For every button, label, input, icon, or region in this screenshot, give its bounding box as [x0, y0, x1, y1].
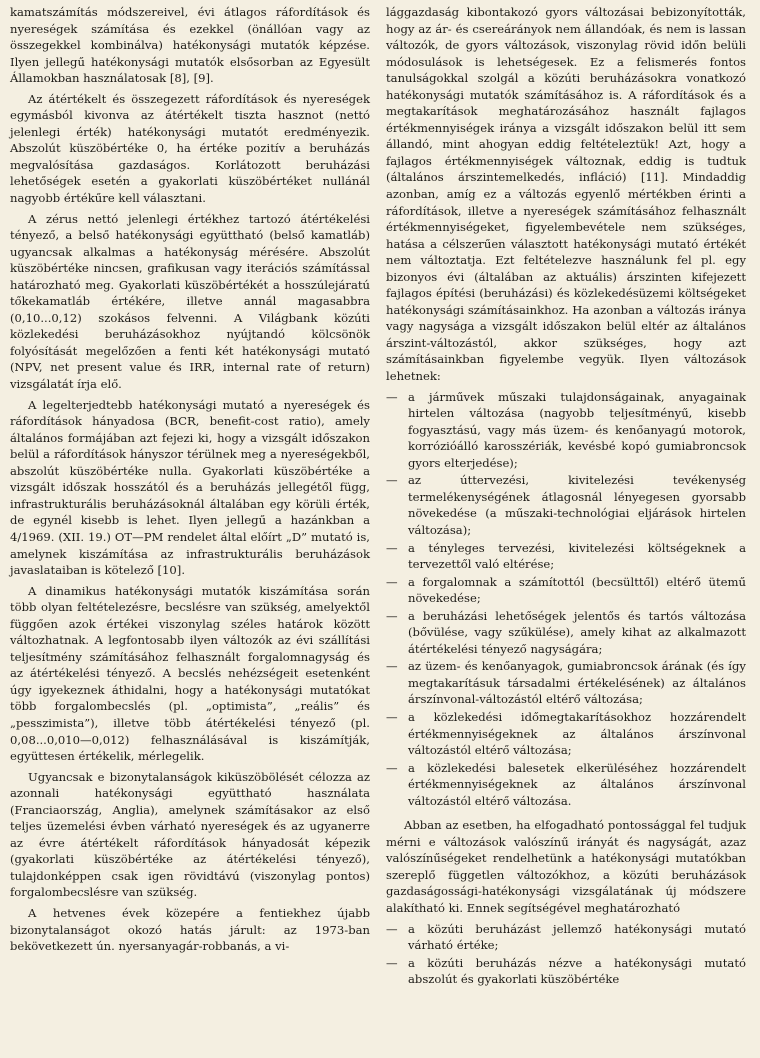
list-item: — a közlekedési balesetek elkerüléséhez hozzárendelt értékmennyiségeknek az általános árszínvonal változástól eltérő változása.	[386, 760, 746, 810]
paragraph: kamatszámítás módszereivel, évi átlagos ráfordítások és nyereségek számítása és ezekkel (önállóan vagy az összegekkel kombinálva) hatékonysági mutatók képzése. Ilyen jellegű hatékonysági mutatók elsősorban az Egyesült Államokban használatosak [8], [9].	[10, 5, 370, 86]
list-item: — az úttervezési, kivitelezési tevékenység termelékenységének átlagosnál lényegesen gyorsabb növekedése (a műszaki-technológiai eljárások hirtelen változása);	[386, 472, 746, 538]
paragraph: Ugyancsak e bizonytalanságok kiküszöbölését célozza az azonnali hatékonysági együttható használata (Franciaország, Anglia), amelynek számításakor az első teljes üzemelési évben várható nyereségek és az ugyanerre az évre átértékelt ráfordítások hányadosát képezik (gyakorlati küszöbértéke az átértékelési tényező), tulajdonképpen csak igen rövidtávú (viszonylag pontos) forgalombecslésre van szükség.	[10, 769, 370, 900]
right-column	[386, 4, 746, 1058]
left-column	[10, 4, 370, 1058]
list-item: — a tényleges tervezési, kivitelezési költségeknek a tervezettől való eltérése;	[386, 540, 746, 573]
paragraph: lággazdaság kibontakozó gyors változásai bebizonyították, hogy az ár- és csereárányok nem állandóak, és nem is lassan változók, de gyors változások, viszonylag rövid időn belüli módosulások is lehetségesek. Ez a felismerés fontos tanulságokkal szolgál a közúti beruházásokra vonatkozó hatékonysági mutatók számításához is. A ráfordítások és a megtakarítások meghatározásához használt fajlagos értékmennyiségek iránya a vizsgált időszakon belül itt sem állandó, mint ahogyan eddig feltételeztük! Azt, hogy a fajlagos értékmennyiségek változnak, eddig is tudtuk (általános árszintemelkedés, infláció) [11]. Mindaddig azonban, amíg ez a változás egyenlő mértékben érinti a ráfordítások, illetve a nyereségek számításához felhasznált értékmennyiségeket, figyelembevétele nem szükséges, hatása a célszerűen választott hatékonysági mutató értékét nem változtatja. Ezt feltételezve használunk fel pl. egy bizonyos évi (általában az aktuális) árszinten kifejezett fajlagos építési (beruházási) és közlekedésüzemi költségeket hatékonysági számításainkhoz. Ha azonban a változás iránya vagy nagysága a vizsgált időszakon belül eltér az általános árszint-változástól, akkor szükséges, hogy azt számításainkban figyelembe vegyük. Ilyen változások lehetnek:	[386, 5, 746, 384]
list-item: — a közúti beruházás nézve a hatékonysági mutató abszolút és gyakorlati küszöbértéke	[386, 955, 746, 988]
dash-list	[386, 389, 746, 810]
dash-list	[386, 921, 746, 988]
list-item: — a forgalomnak a számítottól (becsülttől) eltérő ütemű növekedése;	[386, 574, 746, 607]
list-item: — a járművek műszaki tulajdonságainak, anyagainak hirtelen változása (nagyobb teljesítményű, kisebb fogyasztású, vagy más üzem- és kenőanyagú motorok, korrózióálló karosszériák, kevésbé kopó gumiabroncsok gyors elterjedése);	[386, 389, 746, 472]
paragraph: A zérus nettó jelenlegi értékhez tartozó átértékelési tényező, a belső hatékonysági együttható (belső kamatláb) ugyancsak alkalmas a hatékonyság mérésére. Abszolút küszöbértéke nincsen, grafikusan vagy iterációs számítással határozható meg. Gyakorlati küszöbértékét a hosszúlejáratú tőkekamatláb értékére, illetve annál magasabbra (0,10...0,12) szokásos felvenni. A Világbank közúti közlekedési beruházásokhoz nyújtandó kölcsönök folyósítását megelőzően a fenti két hatékonysági mutató (NPV, net present value és IRR, internal rate of return) vizsgálatát írja elő.	[10, 211, 370, 392]
list-item: — az üzem- és kenőanyagok, gumiabroncsok árának (és így megtakarításuk társadalmi értékelésének) az általános árszínvonal-változástól eltérő változása;	[386, 658, 746, 708]
paragraph: A hetvenes évek közepére a fentiekhez újabb bizonytalanságot okozó hatás járult: az 1973-ban bekövetkezett ún. nyersanyagár-robbanás, a vi-	[10, 905, 370, 954]
paragraph: A legelterjedtebb hatékonysági mutató a nyereségek és ráfordítások hányadosa (BCR, benefit-cost ratio), amely általános formájában azt fejezi ki, hogy a vizsgált időszakon belül a ráfordítások hányszor térülnek meg a nyereségekből, abszolút küszöbértéke nulla. Gyakorlati küszöbértéke a vizsgált időszak hosszától és a beruházás jellegétől függ, infrastrukturális beruházásoknál általában egy körüli érték, de egynél kisebb is lehet. Ilyen jellegű a hazánkban a 4/1969. (XII. 19.) OT—PM rendelet által előírt „D” mutató is, amelynek kiszámítása az infrastrukturális beruházások javaslataiban is kötelező [10].	[10, 397, 370, 578]
paragraph: Abban az esetben, ha elfogadható pontossággal fel tudjuk mérni e változások valószínű irányát és nagyságát, azaz valószínűségeket rendelhetünk a hatékonysági mutatókban szereplő független változókhoz, a közúti beruházások gazdaságossági-hatékonysági vizsgálatának új módszere alakítható ki. Ennek segítségével meghatározható	[386, 818, 746, 915]
list-item: — a közlekedési időmegtakarításokhoz hozzárendelt értékmennyiségeknek az általános árszínvonal változástól eltérő változása;	[386, 709, 746, 759]
paragraph: A dinamikus hatékonysági mutatók kiszámítása során több olyan feltételezésre, becslésre van szükség, amelyektől függően azok értékei viszonylag széles határok között változhatnak. A legfontosabb ilyen változók az évi szállítási teljesítmény számításához felhasznált forgalomnagyság és az átértékelési tényező. A becslés nehézségeit esetenként úgy igyekeznek áthidalni, hogy a hatékonysági mutatókat több forgalombecslés (pl. „optimista”, „reális” és „pesszimista”), illetve több átértékelési tényező (pl. 0,08...0,010—0,012) felhasználásával is kiszámítják, együttesen értékelik, mérlegelik.	[10, 583, 370, 764]
paragraph: Az átértékelt és összegezett ráfordítások és nyereségek egymásból kivonva az átértékelt tiszta hasznot (nettó jelenlegi érték) hatékonysági mutatót eredményezik. Abszolút küszöbértéke 0, ha értéke pozitív a beruházás megvalósítása gazdaságos. Korlátozott beruházási lehetőségek esetén a gyakorlati küszöbértéket nullánál nagyobb értékűre kell választani.	[10, 91, 370, 206]
list-item: — a beruházási lehetőségek jelentős és tartós változása (bővülése, vagy szűkülése), amely kihat az alkalmazott átértékelési tényező nagyságára;	[386, 608, 746, 658]
list-item: — a közúti beruházást jellemző hatékonysági mutató várható értéke;	[386, 921, 746, 954]
